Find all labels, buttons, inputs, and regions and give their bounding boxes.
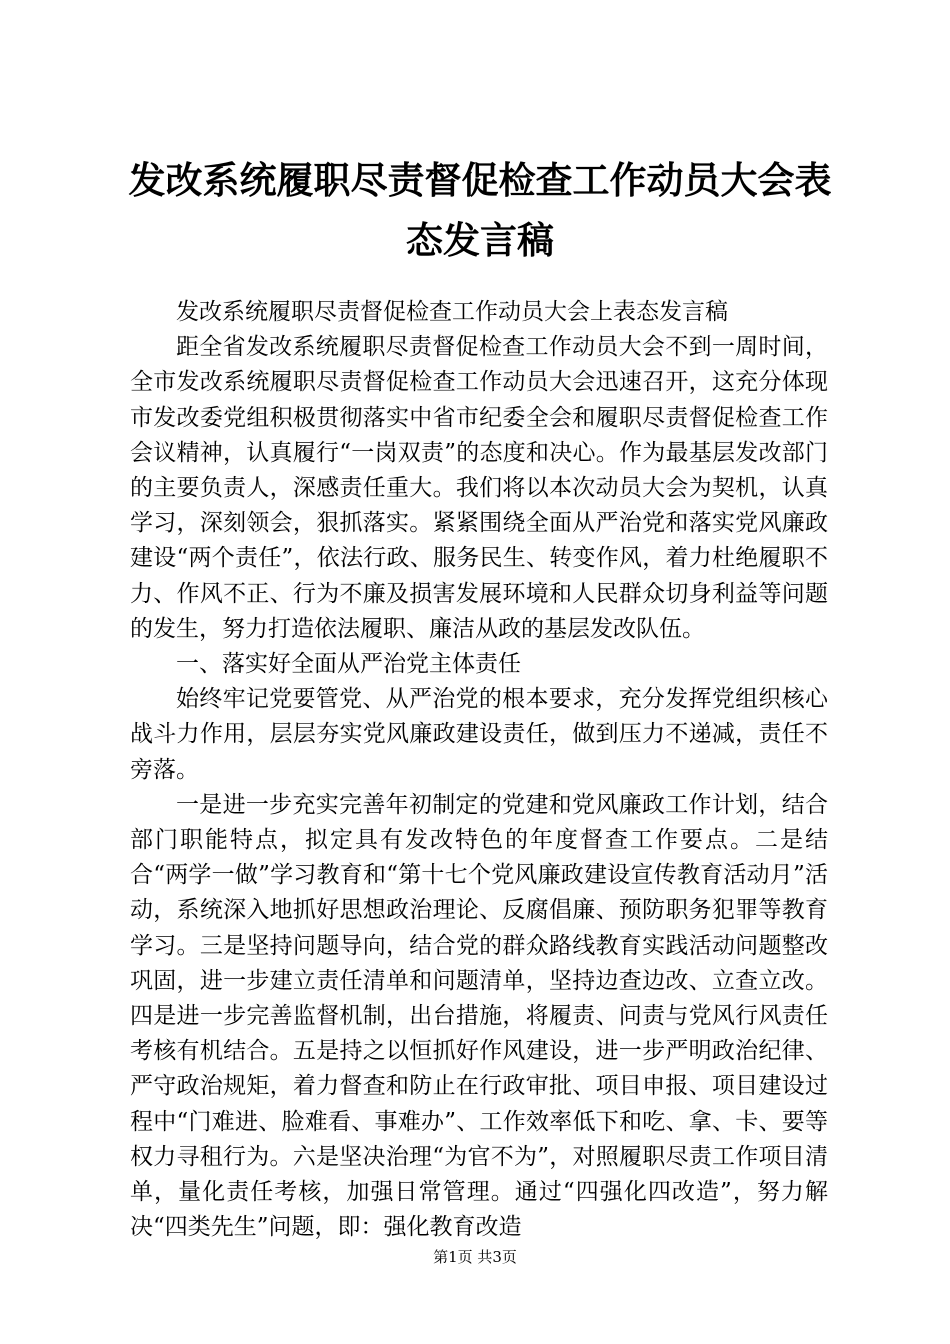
- paragraph-subtitle: 发改系统履职尽责督促检查工作动员大会上表态发言稿: [176, 299, 728, 325]
- paragraph-section-summary: 始终牢记党要管党、从严治党的根本要求，充分发挥党组织核心战斗力作用，层层夯实党风廉政建设责任，做到压力不递减，责任不旁落。: [130, 686, 828, 783]
- paragraph-measures: 一是进一步充实完善年初制定的党建和党风廉政工作计划，结合部门职能特点，拟定具有发改特色的年度督查工作要点。二是结合“两学一做”学习教育和“第十七个党风廉政建设宣传教育活动月”活动，系统深入地抓好思想政治理论、反腐倡廉、预防职务犯罪等教育学习。三是坚持问题导向，结合党的群众路线教育实践活动问题整改巩固，进一步建立责任清单和问题清单，坚持边查边改、立查立改。四是进一步完善监督机制，出台措施，将履责、问责与党风行风责任考核有机结合。五是持之以恒抓好作风建设，进一步严明政治纪律、严守政治规矩，着力督查和防止在行政审批、项目申报、项目建设过程中“门难进、脸难看、事难办”、工作效率低下和吃、拿、卡、要等权力寻租行为。六是坚决治理“为官不为”，对照履职尽责工作项目清单，量化责任考核，加强日常管理。通过“四强化四改造”，努力解决“四类先生”问题，即：强化教育改造: [130, 791, 828, 1241]
- document-body: [130, 295, 828, 1245]
- document-title: 发改系统履职尽责督促检查工作动员大会表态发言稿: [128, 158, 832, 262]
- page-footer: 第1页 共3页: [433, 1248, 517, 1266]
- paragraph-intro: 距全省发改系统履职尽责督促检查工作动员大会不到一周时间，全市发改系统履职尽责督促检查工作动员大会迅速召开，这充分体现市发改委党组积极贯彻落实中省市纪委全会和履职尽责督促检查工作会议精神，认真履行“一岗双责”的态度和决心。作为最基层发改部门的主要负责人，深感责任重大。我们将以本次动员大会为契机，认真学习，深刻领会，狠抓落实。紧紧围绕全面从严治党和落实党风廉政建设“两个责任”，依法行政、服务民生、转变作风，着力杜绝履职不力、作风不正、行为不廉及损害发展环境和人民群众切身利益等问题的发生，努力打造依法履职、廉洁从政的基层发改队伍。: [130, 334, 828, 642]
- section-heading: 一、落实好全面从严治党主体责任: [176, 651, 521, 678]
